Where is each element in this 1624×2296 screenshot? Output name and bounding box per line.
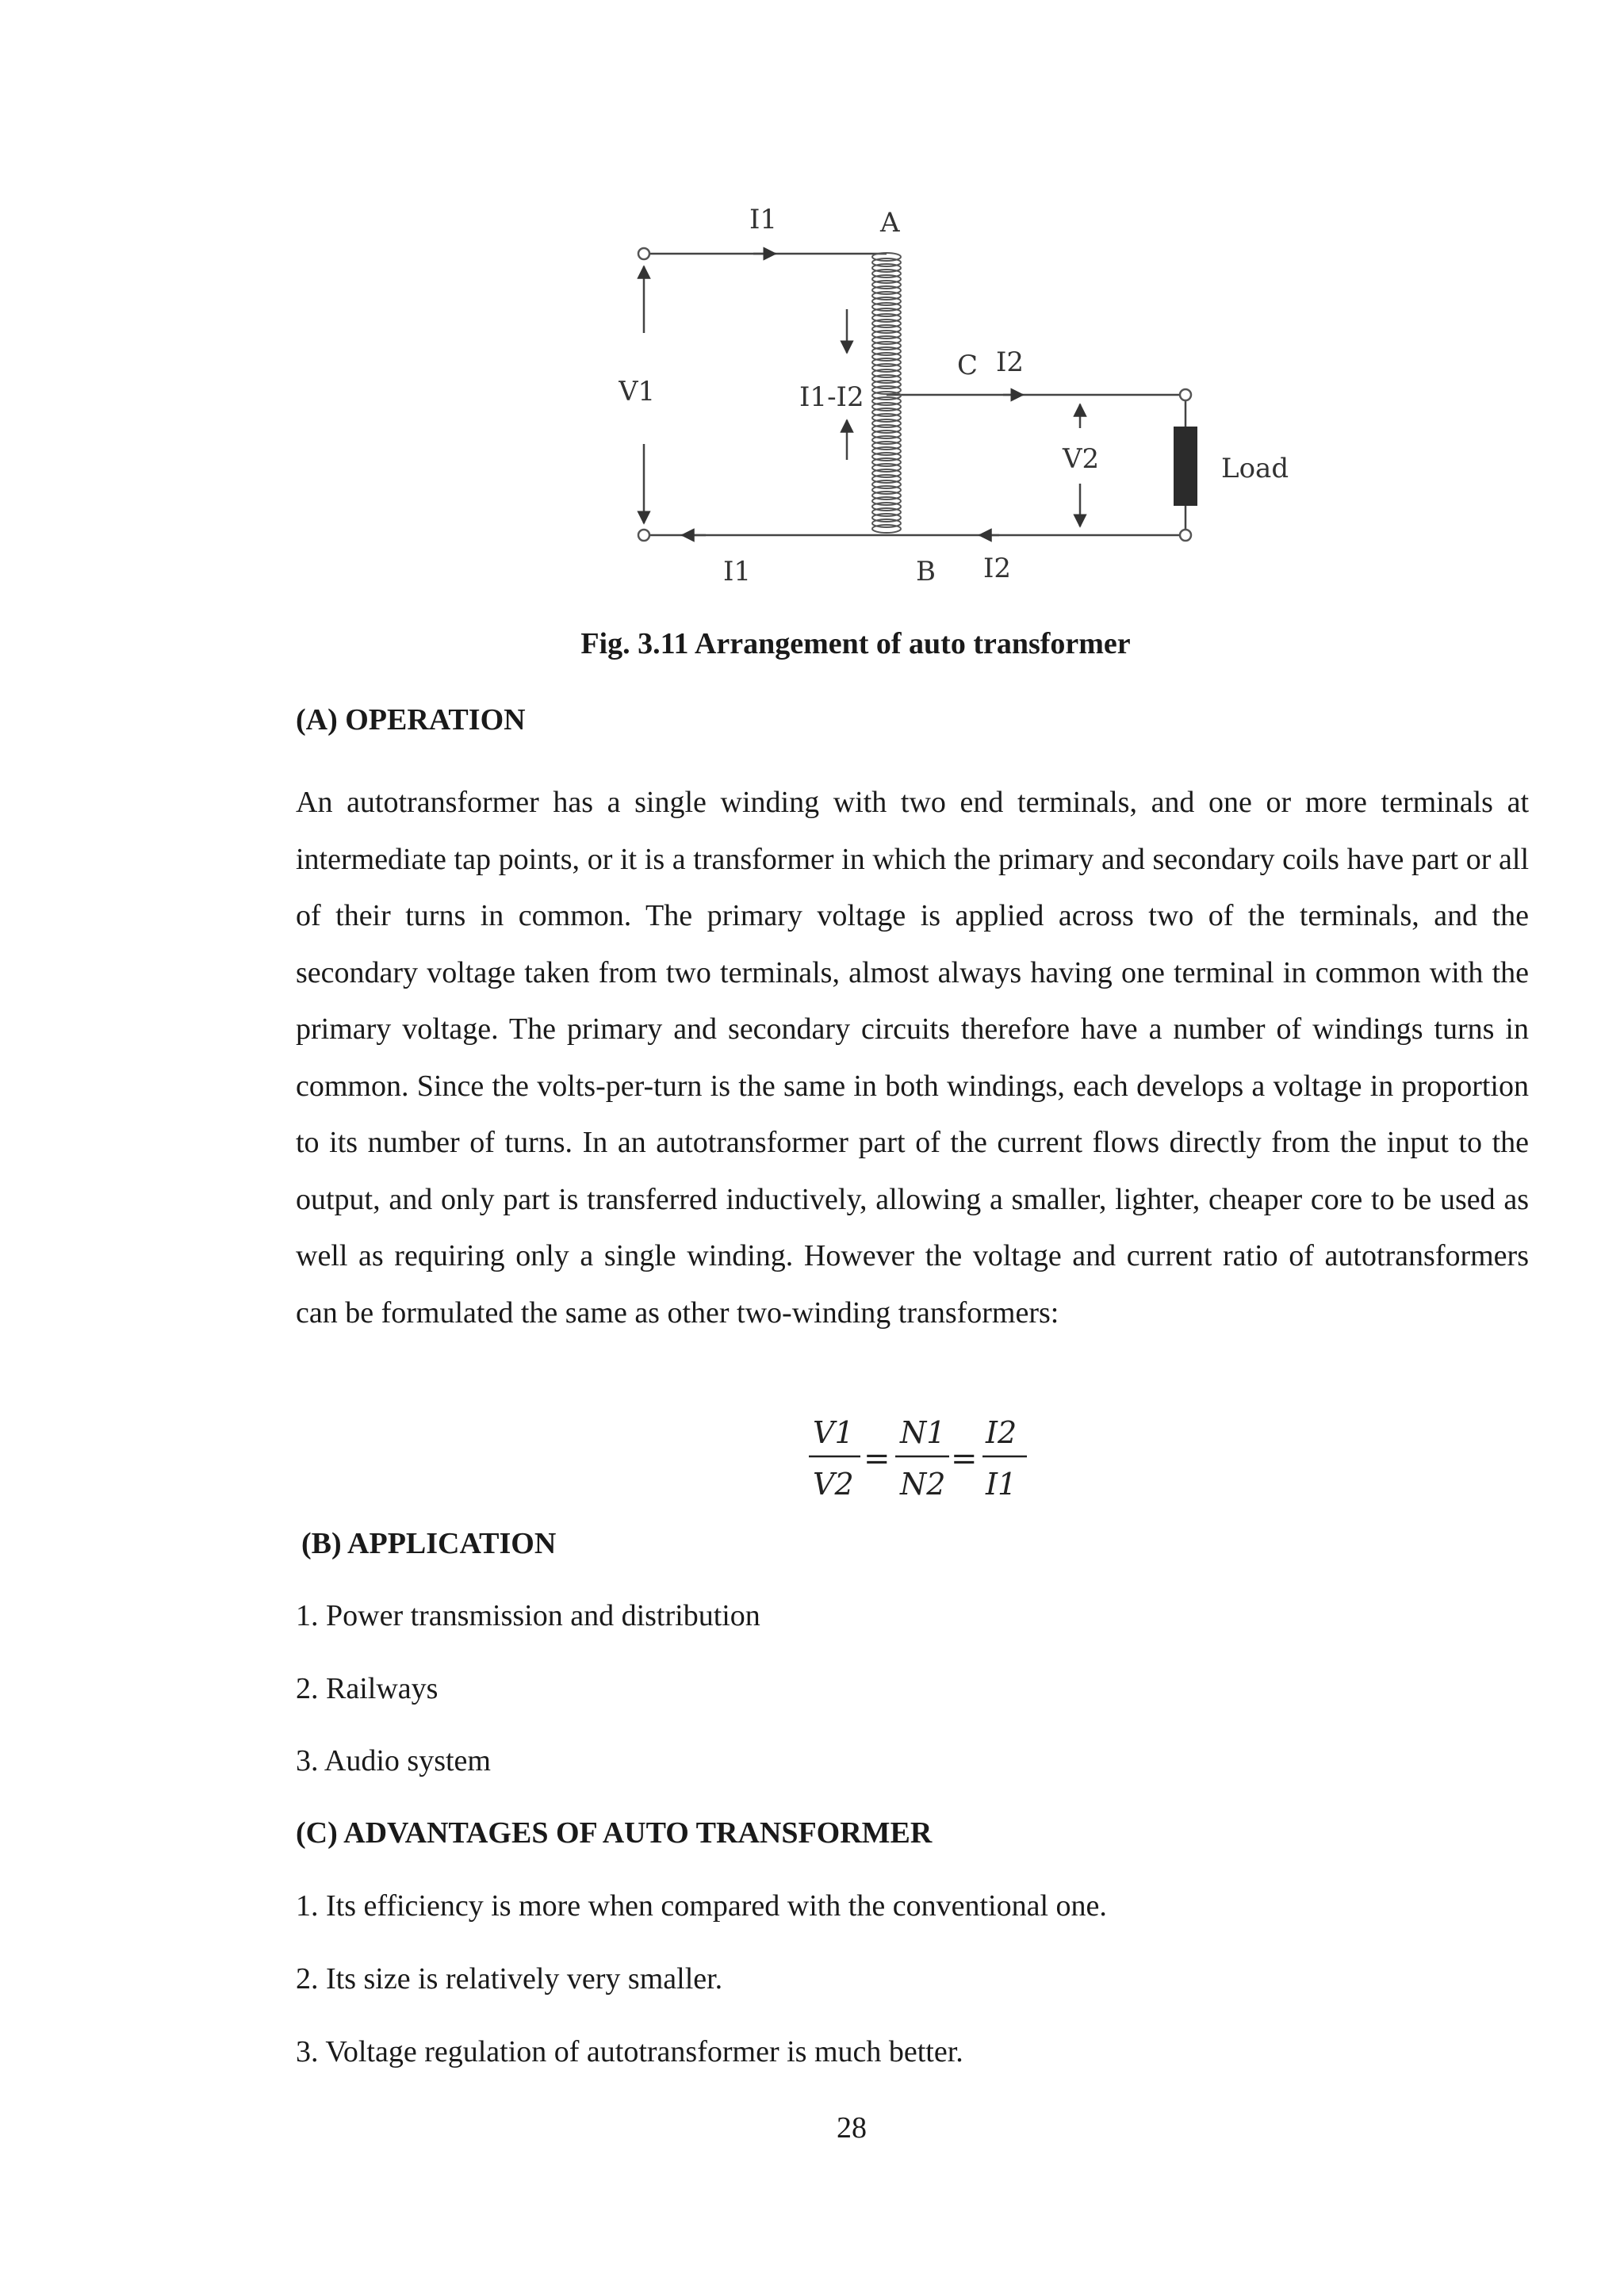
coil-winding: [872, 253, 901, 533]
operation-paragraph: An autotransformer has a single winding with two end terminals, and one or more terminals at intermediate tap points, or it is a transformer in which the primary and secondary coils have part or all of their turns in common. The primary voltage is applied across two of the terminals, and the secondary voltage taken from two terminals, almost always having one terminal in common with the primary voltage. The primary and secondary circuits therefore have a number of windings turns in common. Since the volts-per-turn is the same in both windings, each develops a voltage in proportion to its number of turns. In an autotransformer part of the current flows directly from the input to the output, and only part is transferred inductively, allowing a smaller, lighter, cheaper core to be used as well as requiring only a single winding. However the voltage and current ratio of autotransformers can be formulated the same as other two-winding transformers:: [296, 786, 1529, 1330]
eq-num-i2: I2: [986, 1415, 1017, 1450]
advantage-item-1: 1. Its efficiency is more when compared with the conventional one.: [296, 1889, 1107, 1923]
label-i2-top: I2: [996, 346, 1025, 378]
application-item-1: 1. Power transmission and distribution: [296, 1599, 760, 1632]
section-c-heading: (C) ADVANTAGES OF AUTO TRANSFORMER: [296, 1816, 933, 1850]
equation-svg: [797, 1407, 1035, 1502]
label-load: Load: [1221, 453, 1289, 484]
section-b-heading: (B) APPLICATION: [301, 1527, 557, 1560]
label-i1-minus-i2: I1-I2: [799, 381, 864, 413]
circuit-svg: [619, 190, 1316, 610]
label-v2: V2: [1063, 443, 1100, 475]
application-item-3: 3. Audio system: [296, 1744, 491, 1777]
advantage-item-2: 2. Its size is relatively very smaller.: [296, 1962, 723, 1996]
eq-den-i1: I1: [986, 1467, 1017, 1502]
label-b: B: [916, 556, 936, 587]
advantage-item-3: 3. Voltage regulation of autotransformer is much better.: [296, 2035, 963, 2068]
eq-equals-2: =: [951, 1441, 978, 1477]
eq-num-v1: V1: [813, 1415, 854, 1450]
label-v1: V1: [619, 376, 656, 408]
terminal-bottom-right: [1180, 530, 1191, 541]
label-a: A: [880, 207, 900, 239]
label-i1-bottom: I1: [723, 556, 752, 587]
ratio-equation: [797, 1407, 1035, 1502]
load-resistor: [1174, 427, 1197, 506]
auto-transformer-diagram: [619, 190, 1316, 610]
figure-caption: Fig. 3.11 Arrangement of auto transformer: [580, 627, 1131, 660]
eq-den-v2: V2: [813, 1467, 854, 1502]
section-a-heading: (A) OPERATION: [296, 703, 526, 737]
terminal-top-right: [1180, 389, 1191, 400]
terminal-top-left: [638, 248, 649, 259]
eq-num-n1: N1: [900, 1415, 946, 1450]
eq-equals-1: =: [864, 1441, 891, 1477]
page-number: 28: [837, 2111, 867, 2145]
label-i1-top: I1: [749, 204, 778, 235]
eq-den-n2: N2: [900, 1467, 946, 1502]
label-c: C: [957, 350, 979, 381]
terminal-bottom-left: [638, 530, 649, 541]
coil-turn: [872, 525, 901, 533]
label-i2-bottom: I2: [983, 553, 1012, 584]
application-item-2: 2. Railways: [296, 1672, 439, 1705]
